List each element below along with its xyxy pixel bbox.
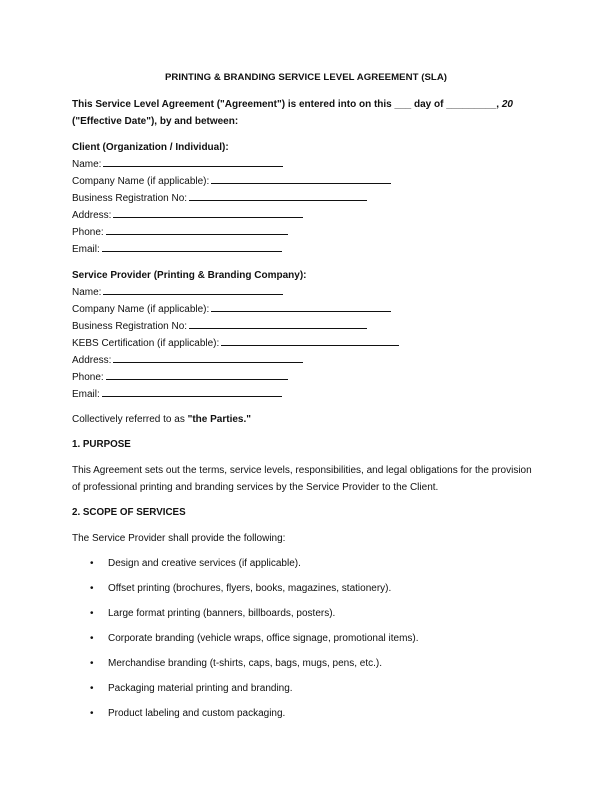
field-label: Email:: [72, 389, 100, 400]
bullet-icon: •: [90, 708, 94, 719]
list-item: [72, 706, 542, 722]
intro-text: This Service Level Agreement ("Agreement") is entered into on this ___ day of _________,: [72, 99, 502, 110]
field-label: Name:: [72, 287, 102, 298]
field-label: KEBS Certification (if applicable):: [72, 338, 220, 349]
provider-company-field: [72, 301, 542, 318]
parties-statement: [72, 412, 542, 428]
client-address-blank[interactable]: [113, 207, 303, 218]
client-regno-blank[interactable]: [189, 190, 367, 201]
field-label: Phone:: [72, 372, 104, 383]
list-item-text: Corporate branding (vehicle wraps, office signage, promotional items).: [108, 633, 419, 644]
intro-year: 20: [501, 99, 513, 110]
intro-paragraph: [72, 96, 542, 130]
client-regno-field: [72, 190, 542, 207]
field-label: Email:: [72, 244, 100, 255]
list-item: [72, 631, 542, 647]
section-1-heading: 1. PURPOSE: [72, 439, 131, 450]
field-label: Business Registration No:: [72, 193, 188, 204]
client-heading: Client (Organization / Individual):: [72, 142, 229, 153]
client-name-field: [72, 156, 542, 173]
parties-emphasis: "the Parties.": [187, 414, 252, 425]
client-company-blank[interactable]: [211, 173, 391, 184]
list-item-text: Product labeling and custom packaging.: [108, 708, 286, 719]
client-phone-field: [72, 224, 542, 241]
section-2-heading: 2. SCOPE OF SERVICES: [72, 507, 186, 518]
bullet-icon: •: [90, 608, 94, 619]
field-label: Business Registration No:: [72, 321, 188, 332]
bullet-icon: •: [90, 658, 94, 669]
provider-address-field: [72, 352, 542, 369]
provider-kebs-field: [72, 335, 542, 352]
parties-prefix: Collectively referred to as: [72, 414, 188, 425]
provider-name-blank[interactable]: [103, 284, 283, 295]
provider-heading: Service Provider (Printing & Branding Company):: [72, 270, 307, 281]
list-item: [72, 656, 542, 672]
list-item-text: Packaging material printing and branding.: [108, 683, 293, 694]
field-label: Address:: [72, 355, 112, 366]
section-1-body: This Agreement sets out the terms, service levels, responsibilities, and legal obligations for the provision of professional printing and branding services by the Service Provider to the Client.: [72, 465, 532, 493]
client-company-field: [72, 173, 542, 190]
list-item-text: Offset printing (brochures, flyers, books, magazines, stationery).: [108, 583, 392, 594]
provider-email-field: [72, 386, 542, 403]
client-email-blank[interactable]: [102, 241, 282, 252]
provider-email-blank[interactable]: [102, 386, 282, 397]
provider-regno-blank[interactable]: [189, 318, 367, 329]
client-email-field: [72, 241, 542, 258]
client-name-blank[interactable]: [103, 156, 283, 167]
services-list: [72, 556, 542, 722]
bullet-icon: •: [90, 633, 94, 644]
intro-effective-date: ("Effective Date"), by and between:: [72, 116, 239, 127]
field-label: Name:: [72, 159, 102, 170]
field-label: Company Name (if applicable):: [72, 176, 210, 187]
provider-company-blank[interactable]: [211, 301, 391, 312]
provider-address-blank[interactable]: [113, 352, 303, 363]
bullet-icon: •: [90, 558, 94, 569]
list-item: [72, 681, 542, 697]
document-body: [72, 96, 542, 722]
provider-phone-field: [72, 369, 542, 386]
list-item-text: Design and creative services (if applicable).: [108, 558, 301, 569]
provider-kebs-blank[interactable]: [221, 335, 399, 346]
provider-name-field: [72, 284, 542, 301]
client-address-field: [72, 207, 542, 224]
document-title: PRINTING & BRANDING SERVICE LEVEL AGREEMENT (SLA): [164, 72, 448, 83]
bullet-icon: •: [90, 683, 94, 694]
section-2-lead: The Service Provider shall provide the following:: [72, 533, 286, 544]
list-item-text: Large format printing (banners, billboards, posters).: [108, 608, 336, 619]
provider-regno-field: [72, 318, 542, 335]
client-phone-blank[interactable]: [106, 224, 288, 235]
provider-phone-blank[interactable]: [106, 369, 288, 380]
list-item: [72, 556, 542, 572]
list-item-text: Merchandise branding (t-shirts, caps, bags, mugs, pens, etc.).: [108, 658, 383, 669]
field-label: Phone:: [72, 227, 104, 238]
list-item: [72, 606, 542, 622]
field-label: Address:: [72, 210, 112, 221]
field-label: Company Name (if applicable):: [72, 304, 210, 315]
list-item: [72, 581, 542, 597]
bullet-icon: •: [90, 583, 94, 594]
